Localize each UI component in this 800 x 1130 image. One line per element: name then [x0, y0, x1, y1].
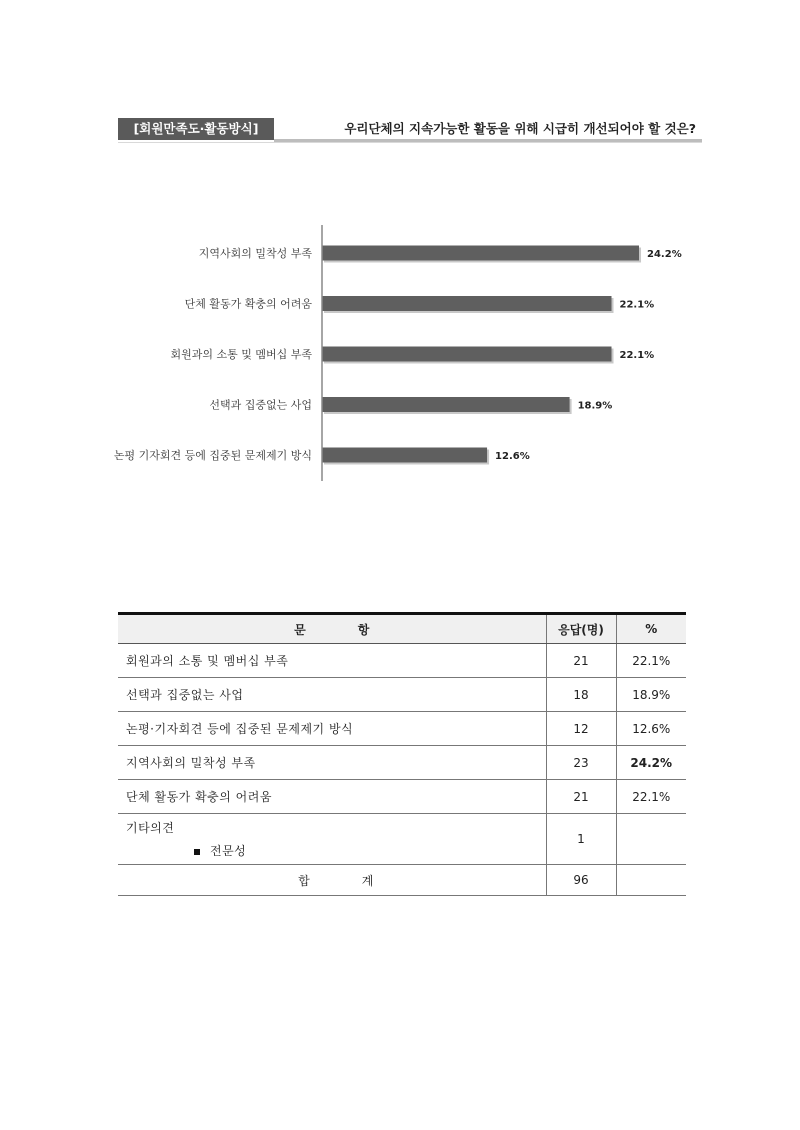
category-label: 선택과 집중없는 사업: [209, 398, 312, 412]
row-count: 18: [546, 678, 616, 712]
bar: [322, 448, 487, 463]
table-header-row: [118, 614, 686, 644]
bar: [322, 246, 639, 261]
row-count: 21: [546, 644, 616, 678]
square-bullet-icon: [194, 849, 200, 855]
row-item: 선택과 집중없는 사업: [118, 678, 546, 712]
category-label: 논평 기자회견 등에 집중된 문제제기 방식: [113, 449, 312, 462]
data-label: 22.1%: [619, 299, 655, 311]
header-item: [118, 614, 546, 644]
row-count: 1: [546, 814, 616, 865]
bar: [322, 347, 612, 362]
table-row-other: [118, 814, 686, 865]
row-item: 단체 활동가 확충의 어려움: [118, 780, 546, 814]
table-row: [118, 746, 686, 780]
data-label: 22.1%: [619, 350, 655, 361]
header-percent: %: [616, 614, 686, 644]
bar: [322, 397, 570, 412]
section-tag: [회원만족도·활동방식]: [118, 118, 274, 140]
table-row: [118, 644, 686, 678]
header-item-b: 항: [357, 622, 370, 637]
header-underline: [118, 142, 702, 143]
row-percent: [616, 814, 686, 865]
category-label: 단체 활동가 확충의 어려움: [184, 297, 312, 311]
row-percent: 22.1%: [616, 644, 686, 678]
row-count: 23: [546, 746, 616, 780]
response-bar-chart: [110, 225, 682, 487]
category-label: 회원과의 소통 및 멤버십 부족: [170, 348, 312, 361]
data-label: 18.9%: [577, 400, 613, 412]
other-sub-text: 전문성: [210, 844, 247, 858]
section-header: [118, 118, 702, 144]
row-percent: 22.1%: [616, 780, 686, 814]
total-label: [118, 865, 546, 896]
table-row-total: [118, 865, 686, 896]
data-label: 24.2%: [647, 249, 682, 260]
other-label: 기타의견: [126, 821, 175, 835]
row-percent: 18.9%: [616, 678, 686, 712]
total-count: 96: [546, 865, 616, 896]
response-table: [118, 612, 686, 896]
table-row: [118, 780, 686, 814]
other-sub-item: [194, 842, 546, 859]
row-item: 지역사회의 밀착성 부족: [118, 746, 546, 780]
row-count: 21: [546, 780, 616, 814]
bar: [322, 296, 612, 311]
table-row: [118, 678, 686, 712]
row-percent: 12.6%: [616, 712, 686, 746]
total-percent: [616, 865, 686, 896]
row-count: 12: [546, 712, 616, 746]
table-row: [118, 712, 686, 746]
row-item-other: [118, 814, 546, 865]
row-item: 회원과의 소통 및 멤버십 부족: [118, 644, 546, 678]
total-label-a: 합: [298, 873, 310, 888]
total-label-b: 계: [361, 873, 374, 888]
header-item-a: 문: [294, 622, 306, 637]
data-label: 12.6%: [495, 451, 530, 462]
category-label: 지역사회의 밀착성 부족: [198, 247, 312, 260]
row-percent-highlight: 24.2%: [616, 746, 686, 780]
row-item: 논평·기자회견 등에 집중된 문제제기 방식: [118, 712, 546, 746]
header-count: 응답(명): [546, 614, 616, 644]
question-title: 우리단체의 지속가능한 활동을 위해 시급히 개선되어야 할 것은?: [344, 121, 696, 136]
